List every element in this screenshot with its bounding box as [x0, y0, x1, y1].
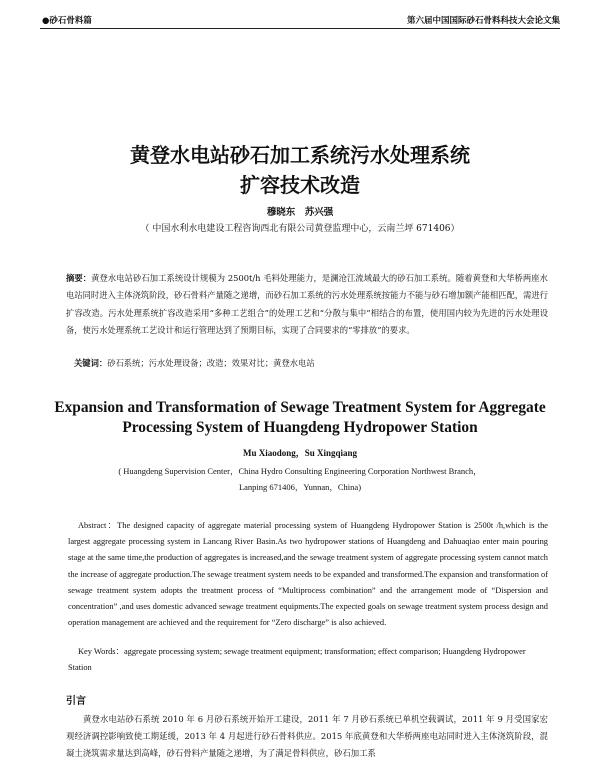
chinese-keywords [74, 357, 548, 369]
english-abstract-text: The designed capacity of aggregate material processing system of Huangdeng Hydropower Station is 2500t /h,which is the largest aggregate processing system in Lancang River Basin.As two hydropower stations of Huangdeng and Dahuaqiao enter main pouring stage at the same time,the production of aggregates is increased,and the sewage treatment system of aggregate processing system cannot match the increase of aggregate production.The sewage treatment system needs to be expanded and transformed.The expansion and transformation of sewage treatment system adopts the treatment process of “Multiprocess combination” and the arrangement mode of “Dispersion and concentration” ,and uses domestic advanced sewage treatment equipments.The expected goals on sewage treatment system process design and operation management are achieved and the requirement for “Zero discharge” is also achieved. [68, 521, 548, 628]
chinese-authors: 穆晓东 苏兴强 [266, 207, 334, 218]
header-proceedings-title: 第六届中国国际砂石骨料科技大会论文集 [406, 16, 560, 26]
chinese-abstract [66, 270, 548, 340]
chinese-abstract-text: 黄登水电站砂石加工系统设计规模为 2500t/h 毛料处理能力，是澜沧江流域最大的砂石加工系统。随着黄登和大华桥两座水电站同时进入主体浇筑阶段，砂石骨料产量随之递增，而砂石加工系统的污水处理系统按能力不能与砂石增加额产能相匹配，需进行扩容改造。污水处理系统扩容改造采用“多种工艺组合”的处理工艺和“分散与集中”相结合的布置，使用国内较为先进的污水处理设备，使污水处理系统工艺设计和运行管理达到了预期目标，实现了合同要求的“零排放”的要求。 [66, 273, 548, 336]
english-title-line2: Processing System of Huangdeng Hydropower Station [122, 419, 478, 436]
english-title [40, 398, 560, 438]
english-title-line1: Expansion and Transformation of Sewage Treatment System for Aggregate [54, 399, 546, 416]
english-keywords-text: aggregate processing system; sewage treatment equipment; transformation; effect comparison; Huangdeng Hydropower Station [68, 647, 526, 673]
chinese-affiliation: （ 中国水利水电建设工程咨询西北有限公司黄登监理中心，云南兰坪 671406） [140, 224, 460, 234]
english-keywords-label: Key Words： [78, 647, 124, 656]
english-affiliation-line2: Lanping 671406，Yunnan，China) [238, 482, 362, 492]
chinese-keywords-label: 关键词： [74, 358, 108, 368]
english-keywords [68, 644, 548, 676]
chinese-title-line1: 黄登水电站砂石加工系统污水处理系统 [130, 143, 470, 167]
chinese-abstract-label: 摘要： [66, 273, 92, 283]
english-affiliation [70, 463, 530, 495]
chinese-keywords-text: 砂石系统；污水处理设备；改造；效果对比；黄登水电站 [107, 358, 315, 368]
chinese-title [40, 140, 560, 200]
header-section-label: ●砂石骨料篇 [42, 16, 92, 26]
english-abstract-label: Abstract： [78, 521, 118, 530]
chinese-title-line2: 扩容技术改造 [240, 173, 360, 197]
english-authors: Mu Xiaodong，Su Xingqiang [242, 448, 358, 458]
english-abstract [68, 518, 548, 631]
introduction-paragraph: 黄登水电站砂石系统 2010 年 6 月砂石系统开始开工建设，2011 年 7 月砂石系统已单机空载调试，2011 年 9 月受国家宏观经济调控影响致使工期延缓，2013 年 4 月起进行砂石骨料供应。2015 年底黄登和大华桥两座电站同时进入主体浇筑阶段，混凝土浇筑需求量达到高峰，砂石骨料产量随之递增，为了满足骨料供应，砂石加工系 [66, 714, 548, 758]
header-rule [40, 28, 560, 29]
english-affiliation-line1: ( Huangdeng Supervision Center，China Hydro Consulting Engineering Corporation Northwest Branch， [118, 466, 482, 476]
introduction-heading: 引言 [66, 696, 86, 707]
running-header [42, 6, 560, 26]
